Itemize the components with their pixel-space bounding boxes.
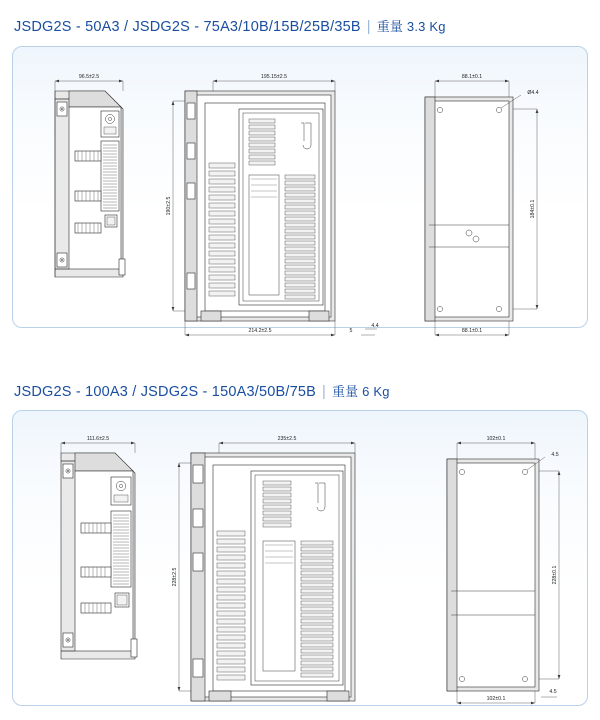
front-view-1 [166, 74, 379, 336]
front-width-label-2: 235±2.5 [277, 436, 297, 442]
front-width-dim-2 [219, 442, 355, 453]
rear-height-label-2: 228±0.1 [552, 565, 558, 585]
rear-top-width-dim-2 [457, 442, 535, 459]
front-width-dim-1 [213, 80, 335, 91]
rear-view-1 [425, 74, 539, 336]
side-view-1 [55, 74, 125, 277]
vent-grid-right-2 [301, 541, 333, 677]
section-1-title [14, 16, 446, 35]
mount-offset-small-label-2: 4.5 [549, 689, 557, 695]
section-1-models: JSDG2S - 50A3 / JSDG2S - 75A3/10B/15B/25B/35B [14, 19, 361, 35]
section-1-separator: | [366, 19, 371, 35]
side-width-dim-1 [55, 80, 123, 91]
front-height-label-1: 190±2.5 [166, 196, 172, 216]
rear-bottom-width-label-1: 88.1±0.1 [461, 328, 483, 334]
section-2-title [14, 381, 390, 400]
rear-height-label-1: 184±0.1 [530, 199, 536, 219]
front-width-label-1: 195.15±2.5 [261, 74, 287, 80]
bottom-width-label-1: 214.2±2.5 [248, 328, 272, 334]
section-2-models: JSDG2S - 100A3 / JSDG2S - 150A3/50B/75B [14, 384, 316, 400]
front-view-2 [172, 436, 355, 701]
vent-grid-right-1 [285, 175, 315, 299]
side-width-label-1: 96.5±2.5 [78, 74, 100, 80]
front-height-label-2: 228±2.5 [172, 567, 178, 587]
rear-top-width-label-2: 102±0.1 [486, 436, 506, 442]
section-2-weight: 重量 6 Kg [331, 384, 390, 399]
rear-view-2 [447, 436, 560, 704]
mount-offset-small-label-1: 5 [349, 328, 353, 334]
rear-hole-dia-label-1: Ø4.4 [527, 90, 539, 96]
side-width-dim-2 [61, 442, 135, 453]
section-1-weight: 重量 3.3 Kg [376, 19, 446, 34]
section-2-separator: | [321, 384, 326, 400]
section-2-panel [12, 410, 588, 706]
front-height-dim-1 [172, 101, 185, 311]
rear-top-width-label-1: 88.1±0.1 [461, 74, 483, 80]
side-width-label-2: 111.6±2.5 [86, 436, 110, 442]
rear-bottom-width-label-2: 102±0.1 [486, 696, 506, 702]
rear-hole-dia-label-2: 4.5 [551, 452, 559, 458]
side-view-2 [61, 436, 137, 659]
section-1-drawing [13, 47, 589, 334]
mount-offset-tiny-label-1: 4.4 [371, 323, 379, 329]
section-1-panel [12, 46, 588, 334]
section-2-drawing [13, 411, 589, 707]
rear-top-width-dim-1 [435, 80, 509, 97]
vent-grid-left-1 [209, 163, 235, 296]
front-height-dim-2 [178, 463, 191, 691]
